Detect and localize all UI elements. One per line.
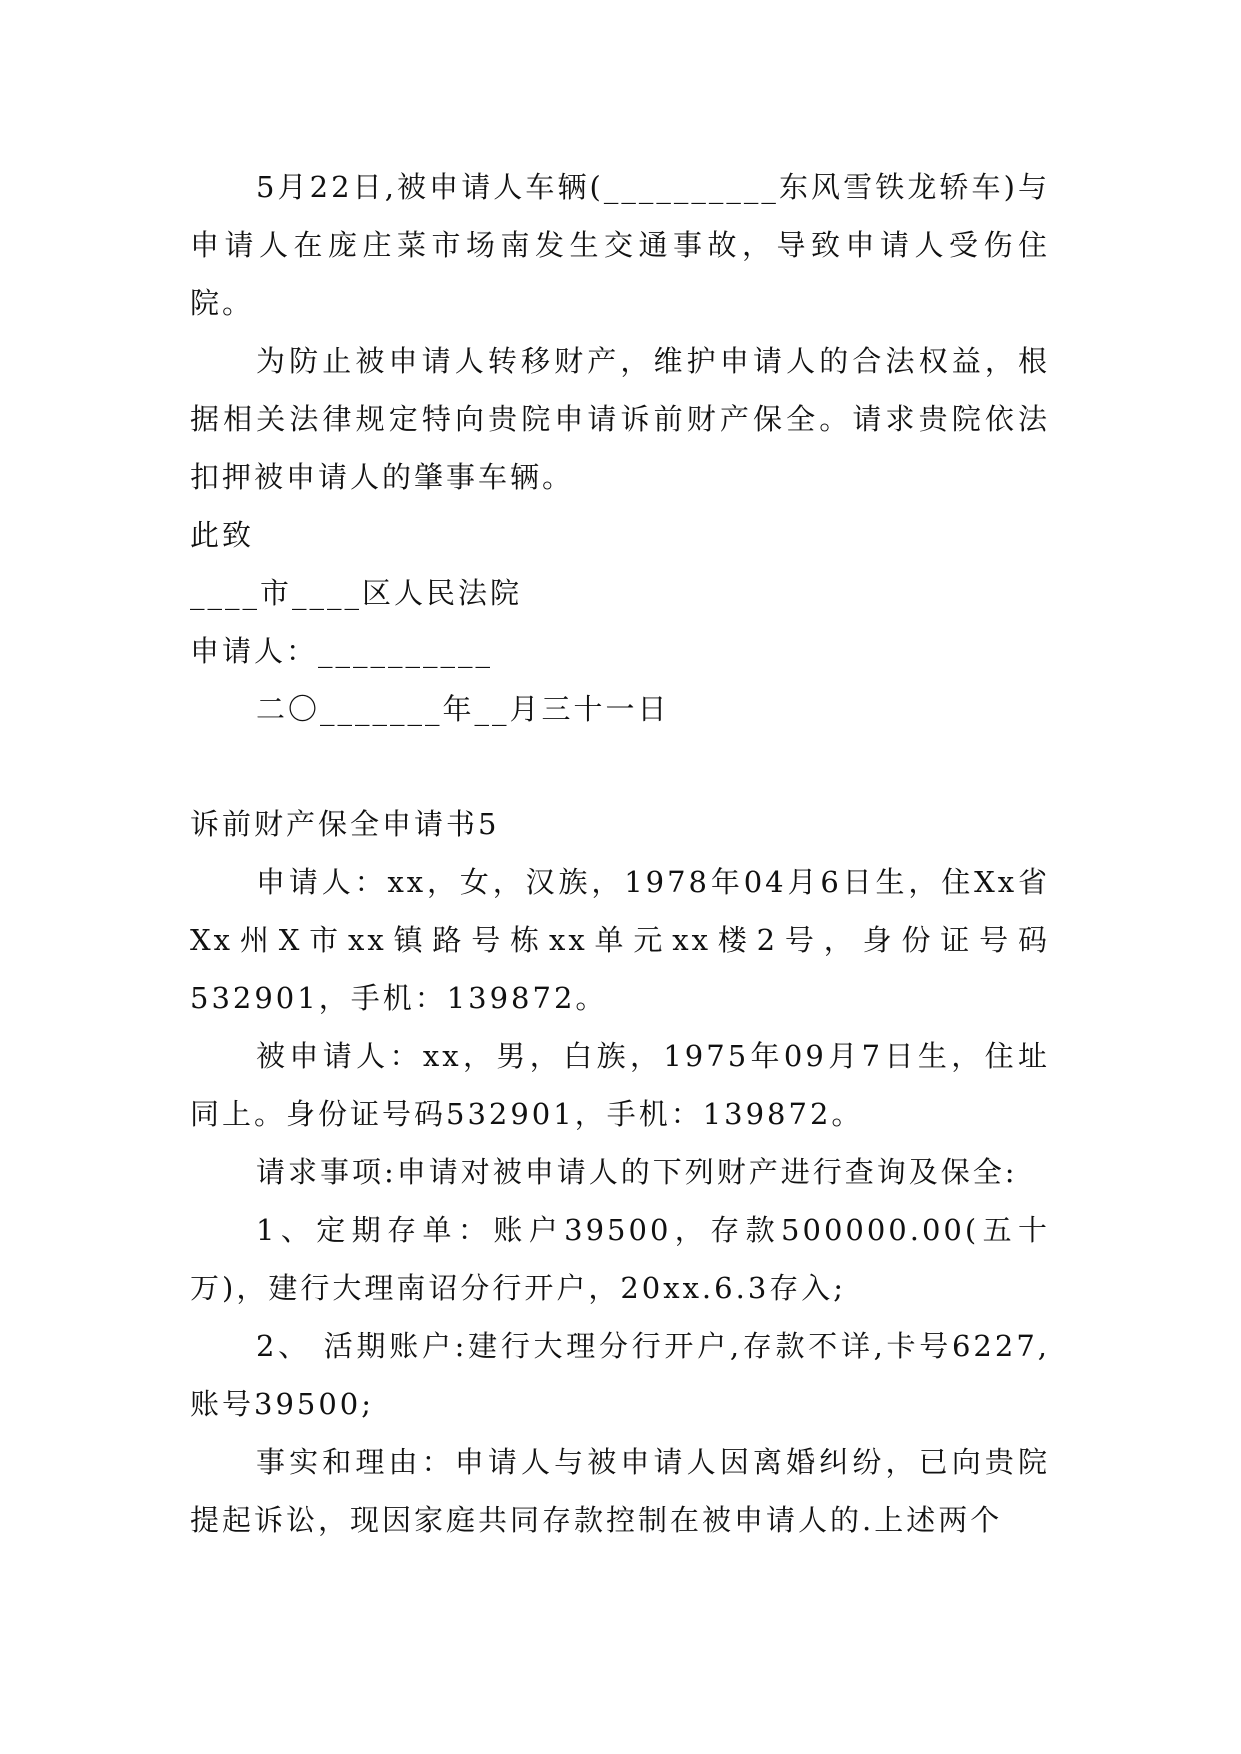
paragraph-applicant: 申请人：xx，女，汉族，1978年04月6日生，住Xx省Xx州X市xx镇路号栋xx单元xx楼2号，身份证号码532901，手机：139872。 <box>190 865 1050 1015</box>
section-title: 诉前财产保全申请书5 <box>190 807 500 841</box>
paragraph-facts: 事实和理由：申请人与被申请人因离婚纠纷，已向贵院提起诉讼，现因家庭共同存款控制在被申请人的.上述两个 <box>190 1445 1050 1537</box>
section-gap <box>190 738 1050 795</box>
applicant-signature: 申请人：__________ <box>190 634 494 668</box>
paragraph-preservation-request: 为防止被申请人转移财产，维护申请人的合法权益，根据相关法律规定特向贵院申请诉前财产保全。请求贵院依法扣押被申请人的肇事车辆。 <box>190 344 1050 494</box>
signature-date: 二〇_______年__月三十一日 <box>256 692 670 726</box>
document-body <box>190 158 1050 1549</box>
list-item-current-account: 2、 活期账户:建行大理分行开户,存款不详,卡号6227,账号39500; <box>190 1329 1050 1421</box>
paragraph-accident: 5月22日,被申请人车辆(__________东风雪铁龙轿车)与申请人在庞庄菜市场南发生交通事故，导致申请人受伤住院。 <box>190 170 1050 320</box>
court-name: ____市____区人民法院 <box>190 576 523 610</box>
salutation: 此致 <box>190 518 255 552</box>
paragraph-respondent: 被申请人：xx，男，白族，1975年09月7日生，住址同上。身份证号码532901，手机：139872。 <box>190 1039 1050 1131</box>
paragraph-request-items: 请求事项:申请对被申请人的下列财产进行查询及保全: <box>256 1155 1018 1189</box>
list-item-fixed-deposit: 1、定期存单：账户39500，存款500000.00(五十万)，建行大理南诏分行开户，20xx.6.3存入; <box>190 1213 1050 1305</box>
